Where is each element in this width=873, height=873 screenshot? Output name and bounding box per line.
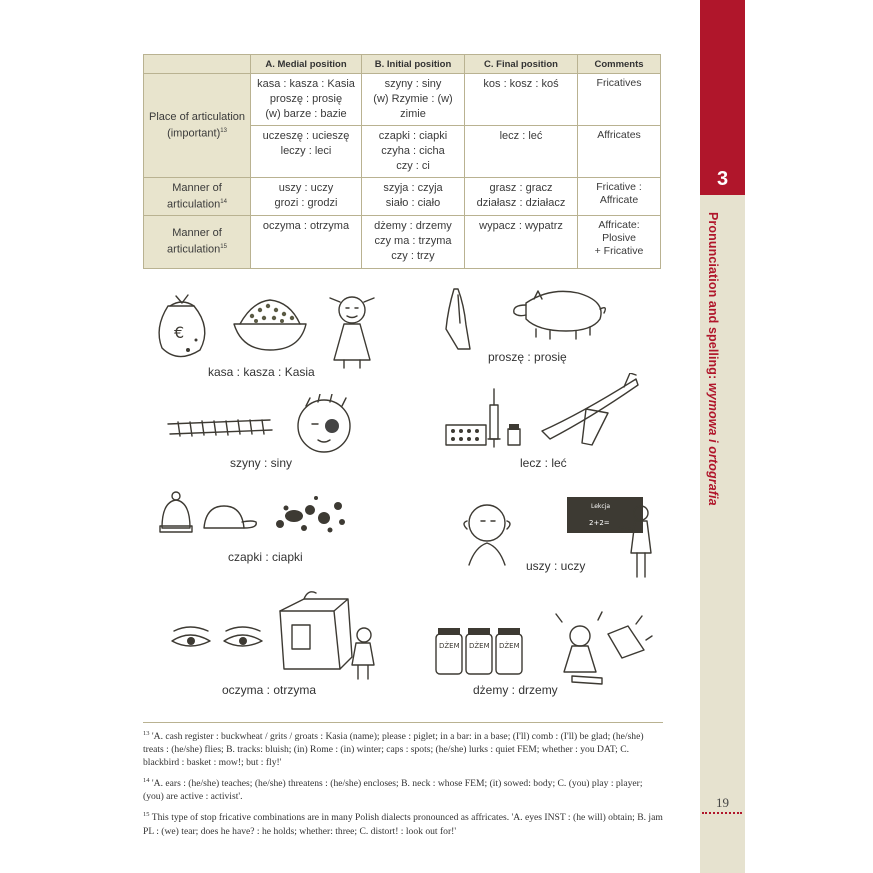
table-cell: kasa : kasza : Kasia proszę : prosię (w) barze : bazie xyxy=(251,74,362,126)
row-header: Manner of articulation$^{14}$ xyxy=(144,178,251,216)
footnotes xyxy=(143,722,663,843)
czapki-ciapki-illustration xyxy=(154,488,354,540)
beanie-hat-icon xyxy=(160,492,192,532)
footnote: $^{13}$ 'A. cash register : buckwheat / grits / groats : Kasia (name); please : piglet; in a bar: in a base; (I'll) comb : (I'll) be glad; (he/she) treats : (he/she) flies; B. tracks: bluish; (in) Rome : (in) winter; caps : spots; (he/she) lurks : quiet FEM; whether : you DAT; C. blackbird : basket : mow!; but : fly!' xyxy=(143,730,644,769)
table-cell: grasz : gracz działasz : działacz xyxy=(465,178,578,216)
table-cell: lecz : leć xyxy=(465,126,578,178)
page-number: 19 xyxy=(716,795,729,810)
chapter-title-italic: wymowa i ortografia xyxy=(706,382,720,506)
pronunciation-table xyxy=(143,54,661,269)
table-cell: uczeszę : ucieszę leczy : leci xyxy=(251,126,362,178)
eyes-icon xyxy=(172,627,262,646)
tearing-paper-icon xyxy=(556,612,652,684)
caption-prosze: proszę : prosię xyxy=(488,350,567,364)
table-row xyxy=(144,74,661,126)
syringe-icon xyxy=(488,389,500,447)
table-cell: szyja : czyja siało : ciało xyxy=(362,178,465,216)
praying-hands-icon xyxy=(446,289,470,349)
caption-lecz: lecz : leć xyxy=(520,456,567,470)
column-header: C. Final position xyxy=(465,55,578,74)
caption-oczyma: oczyma : otrzyma xyxy=(222,683,317,697)
pill-blister-icon xyxy=(446,425,486,445)
table-corner-cell xyxy=(144,55,251,74)
vial-icon xyxy=(508,424,520,445)
chapter-tab xyxy=(700,0,745,195)
table-cell: uszy : uczy grozi : grodzi xyxy=(251,178,362,216)
bruised-face-icon xyxy=(298,394,350,452)
caption-szyny: szyny : siny xyxy=(230,456,293,470)
caption-czapki: czapki : ciapki xyxy=(228,550,303,564)
ink-spots-icon xyxy=(276,496,345,533)
column-header: B. Initial position xyxy=(362,55,465,74)
money-bag-icon xyxy=(159,295,205,357)
oczyma-otrzyma-illustration xyxy=(168,585,388,683)
caption-dzemy: dżemy : drzemy xyxy=(473,683,558,697)
row-header: Manner of articulation$^{15}$ xyxy=(144,215,251,268)
man-icon xyxy=(352,628,374,679)
column-header: Comments xyxy=(578,55,661,74)
table-cell: Affricates xyxy=(578,126,661,178)
table-cell: wypacz : wypatrz xyxy=(465,215,578,268)
prosze-prosie-illustration xyxy=(438,283,613,355)
blackboard-sum: 2+2= xyxy=(589,519,610,527)
blackboard-word: Lekcja xyxy=(591,503,611,510)
table-cell: oczyma : otrzyma xyxy=(251,215,362,268)
footnote: $^{14}$ 'A. ears : (he/she) teaches; (he/she) threatens : (he/she) encloses; B. neck : whose FEM; (it) sowed: body; C. (you) play : player; (you) are active : activist'. xyxy=(143,777,643,803)
jar-label: DŻEM xyxy=(499,642,520,650)
dzemy-drzemy-illustration xyxy=(432,606,664,686)
table-cell: dżemy : drzemy czy ma : trzyma czy : trzy xyxy=(362,215,465,268)
table-cell: szyny : siny (w) Rzymie : (w) zimie xyxy=(362,74,465,126)
airplane-icon xyxy=(542,373,638,445)
chapter-title: Pronunciation and spelling: wymowa i ortografia xyxy=(706,212,720,506)
page-dots-divider xyxy=(702,812,742,814)
caption-kasa: kasa : kasza : Kasia xyxy=(208,365,315,379)
jar-label: DŻEM xyxy=(469,642,490,650)
table-cell: czapki : ciapki czyha : cicha czy : ci xyxy=(362,126,465,178)
table-row xyxy=(144,215,661,268)
jam-jars-icon xyxy=(436,628,522,674)
column-header: A. Medial position xyxy=(251,55,362,74)
kasa-kasza-kasia-illustration xyxy=(148,288,388,370)
table-row xyxy=(144,178,661,216)
pig-icon xyxy=(514,291,606,339)
lecz-lec-illustration xyxy=(442,373,642,453)
table-cell: kos : kosz : koś xyxy=(465,74,578,126)
footnote: $^{15}$ This type of stop fricative combinations are in many Polish dialects pronounced as affricates. 'A. eyes INST : (he will) obtain; B. jam PL : (we) tear; does he have? : he holds; whether: three; C. distort! : look out for!' xyxy=(143,811,663,837)
rail-tracks-icon xyxy=(168,420,272,436)
groats-bowl-icon xyxy=(234,300,306,350)
table-cell: Affricate: Plosive + Fricative xyxy=(578,215,661,268)
girl-kasia-icon xyxy=(330,297,374,368)
blackboard-icon xyxy=(567,497,643,533)
baseball-cap-icon xyxy=(204,506,256,528)
table-cell: Fricatives xyxy=(578,74,661,126)
row-header: Place of articulation (important)$^{13}$ xyxy=(144,74,251,178)
chapter-number: 3 xyxy=(716,168,729,190)
caption-uszy: uszy : uczy xyxy=(526,559,586,573)
jar-label: DŻEM xyxy=(439,642,460,650)
head-ears-icon xyxy=(464,505,510,565)
szyny-siny-illustration xyxy=(160,394,375,454)
table-cell: Fricative : Affricate xyxy=(578,178,661,216)
chapter-sidebar xyxy=(700,0,745,873)
table-header-row xyxy=(144,55,661,74)
gift-box-icon xyxy=(280,592,352,669)
svg-text:€: € xyxy=(174,323,185,342)
